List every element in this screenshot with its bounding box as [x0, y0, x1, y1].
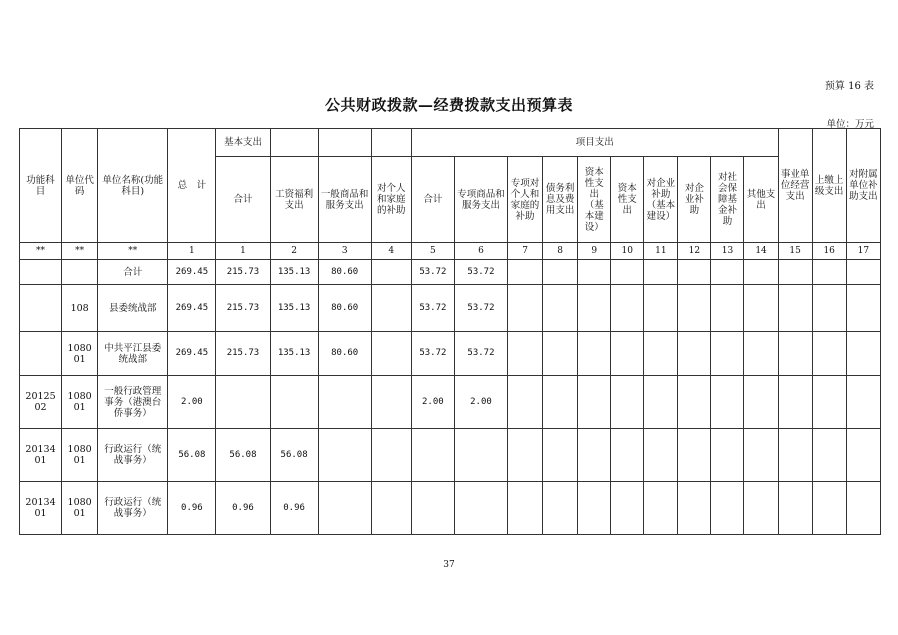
row-total: 0.96 [168, 482, 216, 535]
row-basic-wage: 135.13 [270, 332, 318, 376]
row-empty-cell [611, 285, 644, 332]
row-basic-total: 0.96 [216, 482, 270, 535]
row-func-code: 20125 02 [20, 376, 62, 429]
row-empty-cell [812, 376, 846, 429]
table-row [20, 332, 881, 376]
row-basic-total [216, 376, 270, 429]
row-basic-total: 215.73 [216, 332, 270, 376]
header-project-total: 合计 [411, 157, 454, 243]
unit-label: 单位：万元 [826, 119, 874, 130]
row-empty-cell [678, 332, 711, 376]
row-total: 56.08 [168, 429, 216, 482]
row-empty-cell [846, 285, 880, 332]
row-unit-name: 行政运行（统战事务） [98, 429, 168, 482]
row-project-total [411, 482, 454, 535]
row-project-goods: 53.72 [454, 260, 507, 285]
row-basic-personal [371, 260, 411, 285]
header-basic-blank [318, 129, 371, 157]
row-basic-wage: 0.96 [270, 482, 318, 535]
row-basic-personal [371, 482, 411, 535]
row-empty-cell [578, 482, 611, 535]
row-project-total [411, 429, 454, 482]
row-unit-name: 合计 [98, 260, 168, 285]
row-empty-cell [812, 285, 846, 332]
index-cell: 11 [644, 243, 678, 260]
row-basic-personal [371, 285, 411, 332]
row-basic-personal [371, 376, 411, 429]
index-cell: 4 [371, 243, 411, 260]
index-cell: 6 [454, 243, 507, 260]
row-empty-cell [611, 482, 644, 535]
row-func-code [20, 260, 62, 285]
header-attached: 对附属单位补助支出 [846, 129, 880, 243]
header-project-ent-build: 对企业补助（基本建设） [644, 157, 678, 243]
header-code: 单位代码 [62, 129, 98, 243]
row-unit-name: 县委统战部 [98, 285, 168, 332]
row-unit-code: 1080 01 [62, 332, 98, 376]
index-cell: 3 [318, 243, 371, 260]
row-basic-wage: 135.13 [270, 285, 318, 332]
header-project-goods: 专项商品和服务支出 [454, 157, 507, 243]
row-empty-cell [508, 332, 543, 376]
index-cell: 9 [578, 243, 611, 260]
row-empty-cell [778, 376, 812, 429]
row-empty-cell [744, 332, 778, 376]
row-basic-total: 215.73 [216, 260, 270, 285]
header-project-other: 其他支出 [744, 157, 778, 243]
row-basic-personal [371, 332, 411, 376]
row-empty-cell [744, 482, 778, 535]
row-empty-cell [711, 260, 744, 285]
row-empty-cell [711, 285, 744, 332]
row-empty-cell [508, 429, 543, 482]
header-basic-goods: 一般商品和服务支出 [318, 157, 371, 243]
header-project-ent: 对企业补助 [678, 157, 711, 243]
row-empty-cell [778, 482, 812, 535]
index-cell: 15 [778, 243, 812, 260]
row-empty-cell [578, 332, 611, 376]
row-unit-code [62, 260, 98, 285]
row-empty-cell [846, 332, 880, 376]
header-project-capital-build: 资本性支出（基本建设） [578, 157, 611, 243]
row-empty-cell [543, 482, 578, 535]
table-row [20, 260, 881, 285]
row-empty-cell [778, 260, 812, 285]
row-empty-cell [711, 482, 744, 535]
row-empty-cell [711, 332, 744, 376]
row-empty-cell [508, 260, 543, 285]
row-empty-cell [812, 332, 846, 376]
row-empty-cell [744, 260, 778, 285]
row-empty-cell [644, 429, 678, 482]
row-project-total: 2.00 [411, 376, 454, 429]
index-cell: 7 [508, 243, 543, 260]
row-unit-name: 中共平江县委统战部 [98, 332, 168, 376]
header-project-social: 对社会保障基金补助 [711, 157, 744, 243]
row-empty-cell [578, 376, 611, 429]
row-empty-cell [812, 429, 846, 482]
row-empty-cell [543, 285, 578, 332]
row-basic-goods [318, 429, 371, 482]
row-empty-cell [711, 429, 744, 482]
header-basic: 基本支出 [216, 129, 270, 157]
header-business: 事业单位经营支出 [778, 129, 812, 243]
header-project-personal: 专项对个人和家庭的补助 [508, 157, 543, 243]
row-empty-cell [644, 285, 678, 332]
row-empty-cell [778, 429, 812, 482]
row-empty-cell [611, 429, 644, 482]
row-empty-cell [812, 482, 846, 535]
index-cell: 13 [711, 243, 744, 260]
row-project-total: 53.72 [411, 332, 454, 376]
row-total: 2.00 [168, 376, 216, 429]
index-cell: ** [98, 243, 168, 260]
row-project-total: 53.72 [411, 285, 454, 332]
row-func-code [20, 332, 62, 376]
row-empty-cell [678, 482, 711, 535]
row-empty-cell [644, 482, 678, 535]
header-basic-total: 合计 [216, 157, 270, 243]
index-cell: 10 [611, 243, 644, 260]
row-basic-goods [318, 376, 371, 429]
row-empty-cell [744, 376, 778, 429]
row-project-goods: 2.00 [454, 376, 507, 429]
header-higher: 上缴上级支出 [812, 129, 846, 243]
row-empty-cell [778, 285, 812, 332]
row-total: 269.45 [168, 332, 216, 376]
index-cell: 8 [543, 243, 578, 260]
row-empty-cell [578, 285, 611, 332]
row-empty-cell [846, 429, 880, 482]
header-project-capital: 资本性支出 [611, 157, 644, 243]
row-empty-cell [744, 429, 778, 482]
header-basic-blank [371, 129, 411, 157]
row-basic-goods: 80.60 [318, 260, 371, 285]
header-func: 功能科目 [20, 129, 62, 243]
row-basic-wage: 135.13 [270, 260, 318, 285]
row-empty-cell [846, 260, 880, 285]
row-project-goods: 53.72 [454, 285, 507, 332]
row-empty-cell [543, 332, 578, 376]
row-unit-code: 1080 01 [62, 482, 98, 535]
row-empty-cell [508, 376, 543, 429]
row-basic-total: 56.08 [216, 429, 270, 482]
row-empty-cell [644, 332, 678, 376]
row-empty-cell [812, 260, 846, 285]
row-empty-cell [744, 285, 778, 332]
row-total: 269.45 [168, 260, 216, 285]
page-number: 37 [443, 560, 455, 570]
row-func-code: 20134 01 [20, 429, 62, 482]
row-empty-cell [611, 376, 644, 429]
row-empty-cell [508, 285, 543, 332]
row-empty-cell [678, 285, 711, 332]
row-empty-cell [543, 376, 578, 429]
row-func-code: 20134 01 [20, 482, 62, 535]
index-row [20, 243, 881, 260]
row-func-code [20, 285, 62, 332]
header-total: 总 计 [168, 129, 216, 243]
table-row [20, 285, 881, 332]
header-project: 项目支出 [411, 129, 778, 157]
row-basic-total: 215.73 [216, 285, 270, 332]
row-empty-cell [846, 376, 880, 429]
index-cell: 1 [216, 243, 270, 260]
index-cell: 16 [812, 243, 846, 260]
budget-table [19, 128, 881, 535]
row-empty-cell [678, 376, 711, 429]
row-total: 269.45 [168, 285, 216, 332]
row-empty-cell [678, 260, 711, 285]
index-cell: 17 [846, 243, 880, 260]
table-row [20, 429, 881, 482]
row-unit-code: 1080 01 [62, 429, 98, 482]
row-unit-code: 108 [62, 285, 98, 332]
row-unit-name: 行政运行（统战事务） [98, 482, 168, 535]
row-project-total: 53.72 [411, 260, 454, 285]
row-basic-wage [270, 376, 318, 429]
row-basic-personal [371, 429, 411, 482]
header-basic-personal: 对个人和家庭的补助 [371, 157, 411, 243]
page-title: 公共财政拨款—经费拨款支出预算表 [324, 96, 573, 114]
row-empty-cell [611, 332, 644, 376]
index-cell: 2 [270, 243, 318, 260]
row-empty-cell [578, 260, 611, 285]
row-empty-cell [678, 429, 711, 482]
header-project-debt: 债务利息及费用支出 [543, 157, 578, 243]
table-row [20, 376, 881, 429]
row-project-goods: 53.72 [454, 332, 507, 376]
row-empty-cell [543, 429, 578, 482]
index-cell: ** [20, 243, 62, 260]
table-row [20, 482, 881, 535]
row-empty-cell [846, 482, 880, 535]
form-number: 预算 16 表 [824, 81, 874, 92]
row-basic-goods [318, 482, 371, 535]
row-empty-cell [711, 376, 744, 429]
row-empty-cell [508, 482, 543, 535]
row-project-goods [454, 482, 507, 535]
header-basic-wage: 工资福利支出 [270, 157, 318, 243]
header-basic-blank [270, 129, 318, 157]
index-cell: 5 [411, 243, 454, 260]
row-unit-name: 一般行政管理事务（港澳台侨事务） [98, 376, 168, 429]
row-empty-cell [611, 260, 644, 285]
row-empty-cell [578, 429, 611, 482]
row-basic-wage: 56.08 [270, 429, 318, 482]
index-cell: 12 [678, 243, 711, 260]
row-empty-cell [778, 332, 812, 376]
header-name: 单位名称(功能科目) [98, 129, 168, 243]
index-cell: ** [62, 243, 98, 260]
row-empty-cell [543, 260, 578, 285]
row-empty-cell [644, 260, 678, 285]
index-cell: 14 [744, 243, 778, 260]
row-unit-code: 1080 01 [62, 376, 98, 429]
row-basic-goods: 80.60 [318, 285, 371, 332]
row-basic-goods: 80.60 [318, 332, 371, 376]
row-empty-cell [644, 376, 678, 429]
row-project-goods [454, 429, 507, 482]
index-cell: 1 [168, 243, 216, 260]
